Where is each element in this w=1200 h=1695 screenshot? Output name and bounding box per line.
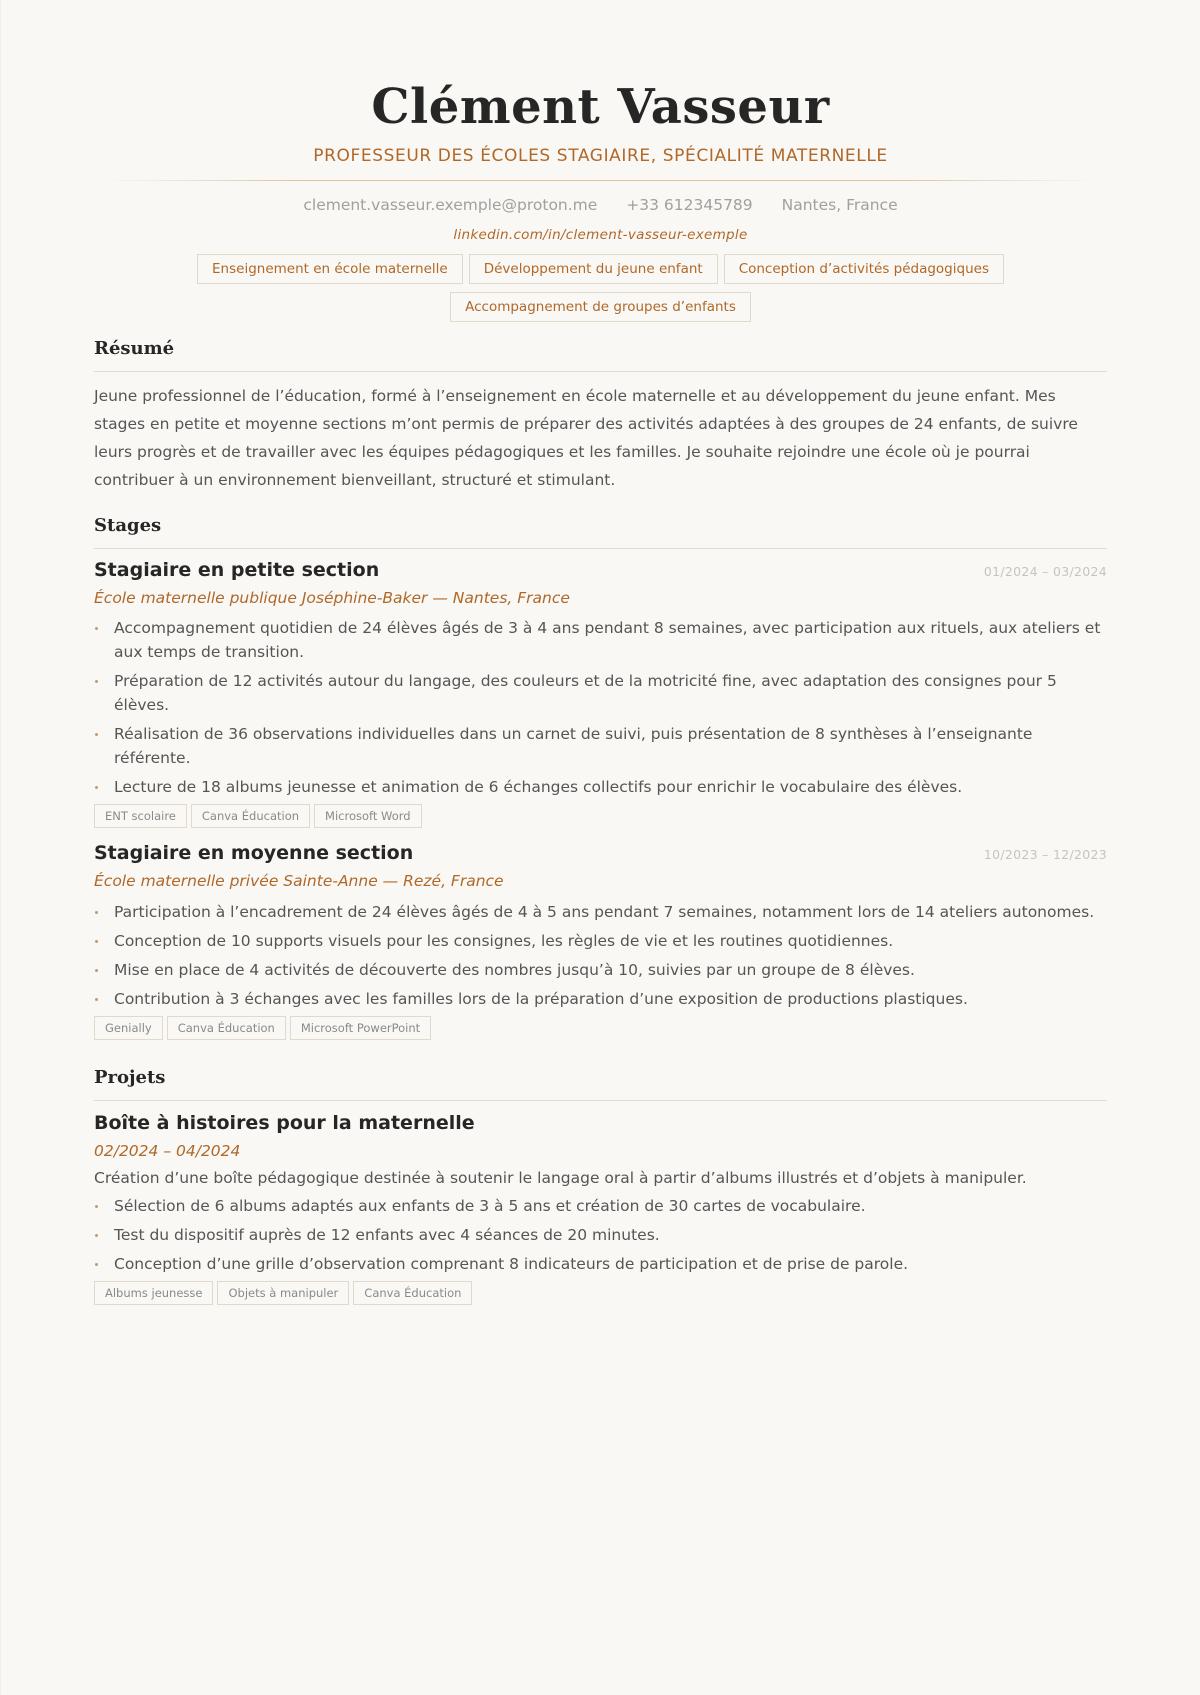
section-divider [94, 1100, 1107, 1101]
linkedin-link[interactable]: linkedin.com/in/clement-vasseur-exemple [453, 227, 748, 243]
bullet-dot-icon [95, 969, 98, 972]
bullet-list [94, 900, 1107, 1011]
list-item: Conception d’une grille d’observation comprenant 8 indicateurs de participation et de prise de parole. [94, 1252, 1107, 1276]
section-divider [94, 548, 1107, 549]
list-item: Conception de 10 supports visuels pour les consignes, les règles de vie et les routines quotidiennes. [94, 929, 1107, 953]
skills-list [94, 254, 1107, 322]
section-divider [94, 371, 1107, 372]
entry-title: Boîte à histoires pour la maternelle [94, 1112, 475, 1134]
stage-entry [94, 841, 1107, 1040]
contact-location: Nantes, France [781, 196, 898, 214]
tool-tag: Objets à manipuler [217, 1281, 349, 1305]
list-item: Participation à l’encadrement de 24 élèves âgés de 4 à 5 ans pendant 7 semaines, notamment lors de 14 ateliers autonomes. [94, 900, 1107, 924]
project-entry [94, 1111, 1107, 1305]
tool-tag: ENT scolaire [94, 804, 187, 828]
entry-date: 02/2024 – 04/2024 [94, 1142, 241, 1160]
contact-email[interactable]: clement.vasseur.exemple@proton.me [303, 196, 598, 214]
entry-date: 10/2023 – 12/2023 [983, 847, 1107, 862]
bullet-dot-icon [95, 911, 98, 914]
list-item: Lecture de 18 albums jeunesse et animation de 6 échanges collectifs pour enrichir le vocabulaire des élèves. [94, 775, 1107, 799]
skill-badge: Développement du jeune enfant [469, 254, 718, 284]
bullet-dot-icon [95, 940, 98, 943]
list-item: Test du dispositif auprès de 12 enfants avec 4 séances de 20 minutes. [94, 1223, 1107, 1247]
project-description: Création d’une boîte pédagogique destinée à soutenir le langage oral à partir d’albums illustrés et d’objets à manipuler. [94, 1169, 1027, 1187]
header-divider [104, 180, 1097, 181]
bullet-dot-icon [95, 1234, 98, 1237]
list-item: Réalisation de 36 observations individuelles dans un carnet de suivi, puis présentation de 8 synthèses à l’enseignante référente. [94, 722, 1107, 770]
entry-organization: École maternelle privée Sainte-Anne — Rezé, France [94, 872, 504, 890]
section-title-projects: Projets [94, 1067, 166, 1088]
summary-text: Jeune professionnel de l’éducation, formé à l’enseignement en école maternelle et au développement du jeune enfant. Mes stages en petite et moyenne sections m’ont permis de préparer des activités adaptées à des groupes de 24 enfants, de suivre leurs progrès et de travailler avec les équipes pédagogiques et les familles. Je souhaite rejoindre une école où je pourrai contribuer à un environnement bienveillant, structuré et stimulant. [94, 387, 1078, 489]
list-item: Contribution à 3 échanges avec les familles lors de la préparation d’une exposition de productions plastiques. [94, 987, 1107, 1011]
section-title-summary: Résumé [94, 338, 175, 359]
bullet-dot-icon [95, 1263, 98, 1266]
stages-section [94, 514, 1107, 1040]
tool-tag: Genially [94, 1016, 163, 1040]
entry-title: Stagiaire en moyenne section [94, 842, 414, 864]
list-item: Accompagnement quotidien de 24 élèves âgés de 3 à 4 ans pendant 8 semaines, avec participation aux rituels, aux ateliers et aux temps de transition. [94, 616, 1107, 664]
list-item: Préparation de 12 activités autour du langage, des couleurs et de la motricité fine, avec adaptation des consignes pour 5 élèves. [94, 669, 1107, 717]
projects-section [94, 1066, 1107, 1305]
summary-section [94, 337, 1107, 494]
candidate-name: Clément Vasseur [371, 79, 830, 135]
skill-badge: Enseignement en école maternelle [197, 254, 463, 284]
bullet-dot-icon [95, 786, 98, 789]
bullet-dot-icon [95, 627, 98, 630]
tool-tag: Canva Éducation [353, 1281, 472, 1305]
tool-tags [94, 804, 1107, 828]
bullet-list [94, 1194, 1107, 1276]
list-item: Sélection de 6 albums adaptés aux enfants de 3 à 5 ans et création de 30 cartes de vocabulaire. [94, 1194, 1107, 1218]
tool-tags [94, 1281, 1107, 1305]
section-title-stages: Stages [94, 515, 162, 536]
skill-badge: Conception d’activités pédagogiques [724, 254, 1004, 284]
tool-tag: Microsoft Word [314, 804, 422, 828]
contact-line [94, 195, 1107, 215]
entry-organization: École maternelle publique Joséphine-Baker — Nantes, France [94, 589, 570, 607]
tool-tag: Albums jeunesse [94, 1281, 213, 1305]
tool-tag: Canva Éducation [191, 804, 310, 828]
entry-title: Stagiaire en petite section [94, 559, 380, 581]
stage-entry [94, 558, 1107, 828]
tool-tag: Microsoft PowerPoint [290, 1016, 431, 1040]
bullet-dot-icon [95, 733, 98, 736]
tool-tag: Canva Éducation [167, 1016, 286, 1040]
skill-badge: Accompagnement de groupes d’enfants [450, 292, 751, 322]
candidate-headline: PROFESSEUR DES ÉCOLES STAGIAIRE, SPÉCIALITÉ MATERNELLE [313, 146, 888, 166]
list-item: Mise en place de 4 activités de découverte des nombres jusqu’à 10, suivies par un groupe de 8 élèves. [94, 958, 1107, 982]
bullet-dot-icon [95, 1205, 98, 1208]
tool-tags [94, 1016, 1107, 1040]
bullet-list [94, 616, 1107, 799]
contact-phone[interactable]: +33 612345789 [626, 196, 753, 214]
bullet-dot-icon [95, 998, 98, 1001]
resume-header [94, 0, 1107, 322]
entry-date: 01/2024 – 03/2024 [983, 564, 1107, 579]
bullet-dot-icon [95, 680, 98, 683]
